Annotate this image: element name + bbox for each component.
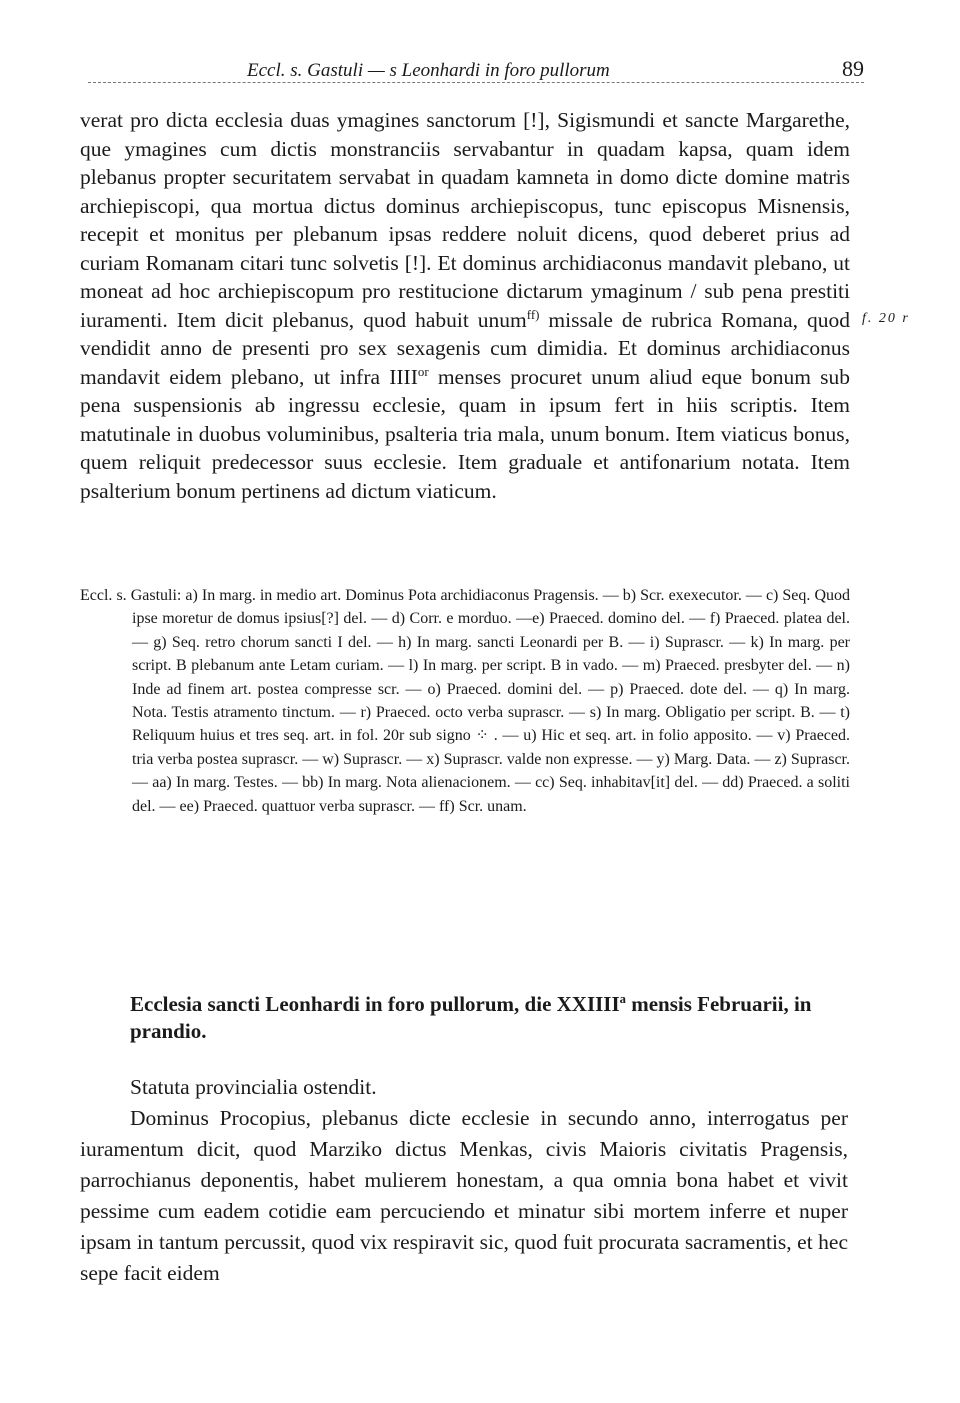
- main-text-part2: missale de rubrica Romana, quod vendidit anno de presenti pro sex sexagenis cum dimidia. Et dominus archidiaconus mandavit eidem plebano, ut infra IIII: [80, 307, 850, 389]
- header-rule: [88, 82, 864, 83]
- main-text-part1: verat pro dicta ecclesia duas ymagines sanctorum [!], Sigismundi et sancte Margarethe, que ymagines cum dictis monstranciis servabantur in quadam kapsa, quam idem plebanus propter securitatem servabat in quadam kamneta in domo dicte domine matris archiepiscopi, qua mortua dictus dominus archiepiscopus, tunc episcopus Misnensis, recepit et monitus per plebanum ipsas reddere noluit dicens, quod deberet prius ad curiam Romanam citari tunc solvetis [!]. Et dominus archidiaconus mandavit plebano, ut moneat ad hoc archiepiscopum pro restitucione dictarum ymaginum / sub pena prestiti iuramenti. Item dicit plebanus, quod habuit unum: [80, 108, 850, 332]
- section-heading-text: [130, 991, 850, 1045]
- footnote-marker-ff: ff): [526, 307, 540, 322]
- main-text: [80, 106, 850, 505]
- apparatus-notes: Eccl. s. Gastuli: a) In marg. in medio art. Dominus Pota archidiaconus Pragensis. — b) Scr. exexecutor. — c) Seq. Quod ipse moretur de domus ipsius[?] del. — d) Corr. e morduo. —e) Praeced. domino del. — f) Praeced. platea del. — g) Seq. retro chorum sancti I del. — h) In marg. sancti Leonardi per B. — i) Suprascr. — k) In marg. per script. B plebanum ante Letam curiam. — l) In marg. per script. B in vado. — m) Praeced. presbyter del. — n) Inde ad finem art. postea compresse scr. — o) Praeced. domini del. — p) Praeced. dote del. — q) In marg. Nota. Testis atramento tinctum. — r) Praeced. octo verba suprascr. — s) In marg. Obligatio per script. B. — t) Reliquum huius et tres seq. art. in fol. 20r sub signo ⁘ . — u) Hic et seq. art. in folio apposito. — v) Praeced. tria verba postea suprascr. — w) Suprascr. — x) Suprascr. valde non expresse. — y) Marg. Data. — z) Suprascr. — aa) In marg. Testes. — bb) In marg. Nota alienacionem. — cc) Seq. inhabitav[it] del. — dd) Praeced. a soliti del. — ee) Praeced. quattuor verba suprascr. — ff) Scr. unam.: [80, 587, 850, 815]
- running-header-title: Eccl. s. Gastuli — s Leonhardi in foro pullorum: [247, 60, 610, 81]
- main-paragraph: [80, 106, 850, 505]
- section-heading: [130, 991, 850, 1045]
- ordinal-superscript: or: [417, 364, 429, 379]
- section-heading-part2: mensis Februarii, in prandio.: [130, 992, 812, 1043]
- page-number: 89: [842, 56, 864, 81]
- running-header: [80, 52, 864, 86]
- section-paragraph-2: Dominus Procopius, plebanus dicte ecclesie in secundo anno, interrogatus per iuramentum dicit, quod Marziko dictus Menkas, civis Maioris civitatis Pragensis, parrochianus deponentis, habet mulierem honestam, a qua omnia bona habet et vivit pessime cum eadem cotidie eam percuciendo et minatur sibi mortem inferre et nuper ipsam in tantum percussit, quod vix respiravit sic, quod fuit procurata sacramentis, et hec sepe facit eidem: [80, 1106, 848, 1285]
- section-heading-superscript: a: [619, 992, 626, 1006]
- main-text-part3: menses procuret unum aliud eque bonum sub pena suspensionis ab ingressu ecclesie, quam in ipsum fert in hiis scriptis. Item matutinale in duobus voluminibus, psalteria tria mala, unum bonum. Item viaticus bonus, quem reliquit predecessor suus ecclesie. Item graduale et antifonarium notata. Item psalterium bonum pertinens ad dictum viaticum.: [80, 364, 851, 503]
- critical-apparatus: [80, 584, 850, 818]
- folio-margin-note: f. 20 r: [862, 311, 910, 326]
- section-body: [80, 1072, 848, 1289]
- section-paragraph-1: Statuta provincialia ostendit.: [130, 1075, 377, 1099]
- section-heading-part1: Ecclesia sancti Leonhardi in foro pullorum, die XXIIII: [130, 992, 620, 1016]
